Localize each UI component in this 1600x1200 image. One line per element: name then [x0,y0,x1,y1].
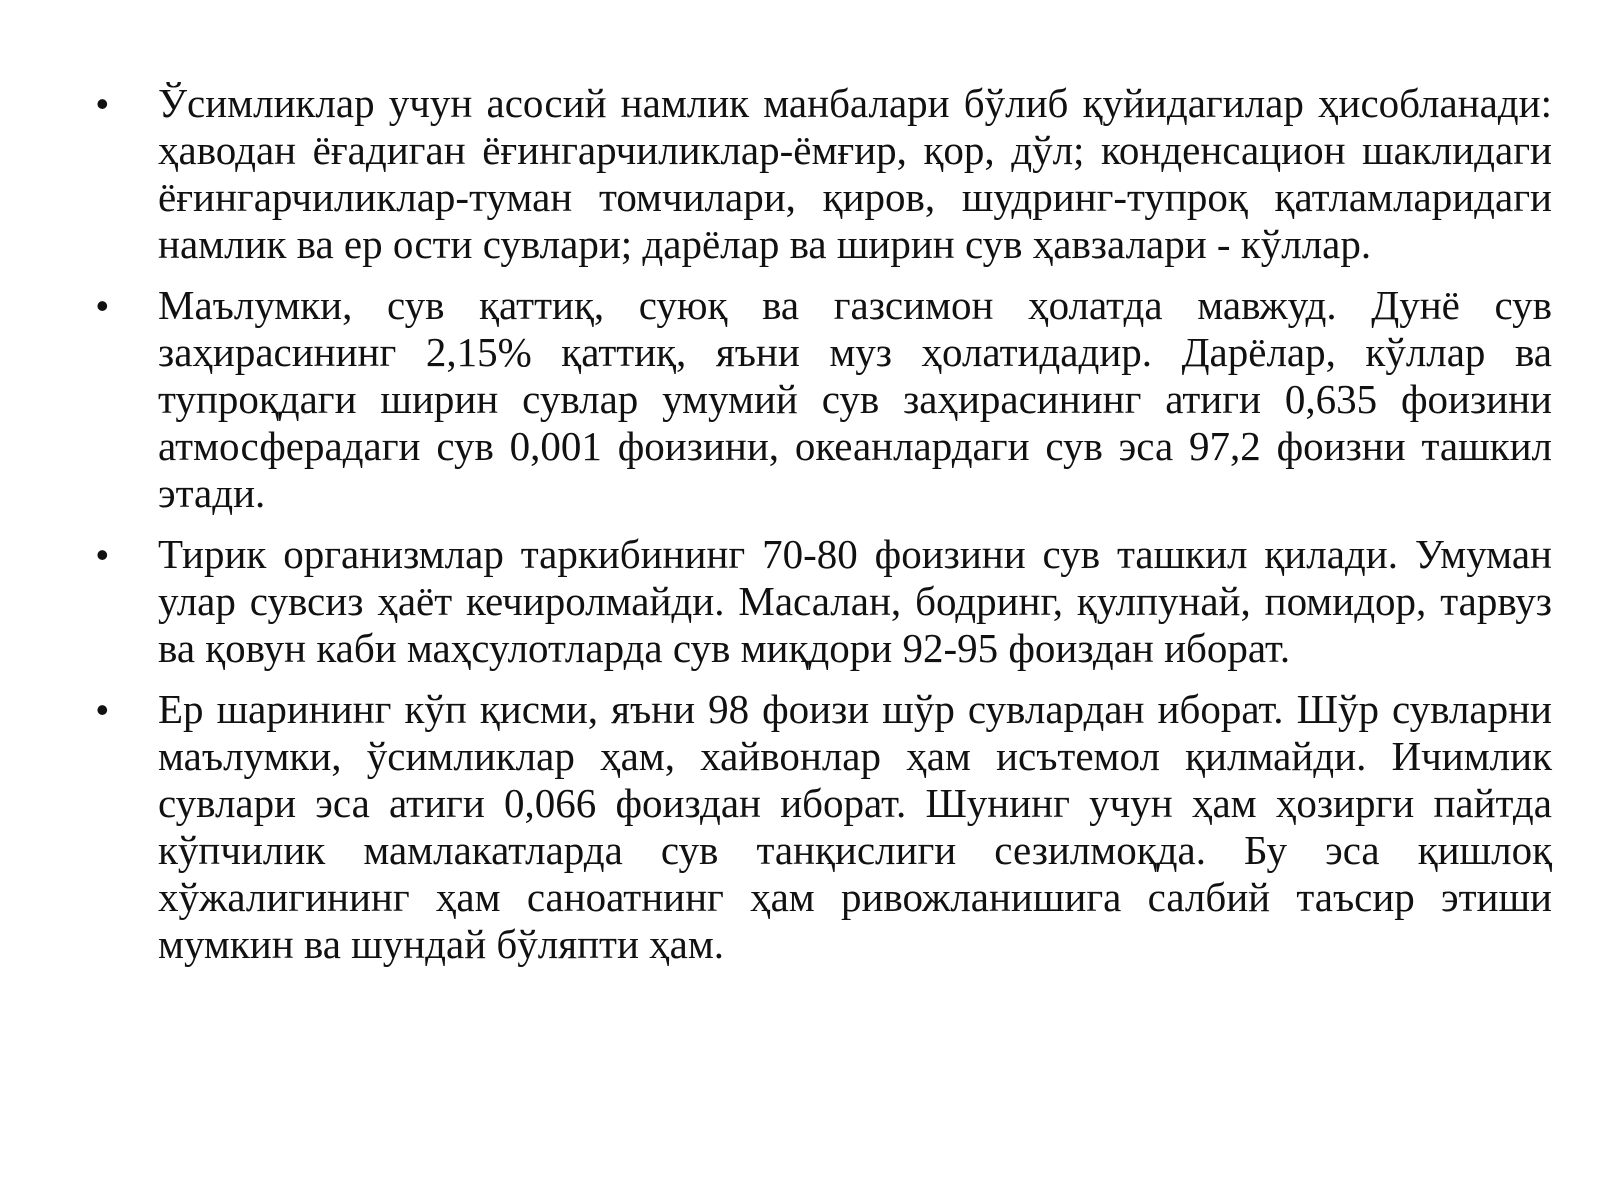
bullet-point-icon: • [96,83,109,124]
bullet-text-1: Ўсимликлар учун асосий намлик манбалари бўлиб қуйидагилар ҳисобланади: ҳаводан ёғадиган ёғингарчиликлар-ёмғир, қор, дўл; конденсацион шаклидаги ёғингарчиликлар-туман томчилари, қиров, шудринг-тупроқ қатламларидаги намлик ва ер ости сувлари; дарёлар ва ширин сув ҳавзалари - кўллар. [158,80,1552,267]
bullet-list [96,80,1552,968]
bullet-point-icon: • [96,689,109,730]
bullet-item-4 [96,686,1552,968]
slide-body [96,80,1552,982]
bullet-point-icon: • [96,285,109,326]
bullet-item-1 [96,80,1552,268]
bullet-text-4: Ер шарининг кўп қисми, яъни 98 фоизи шўр сувлардан иборат. Шўр сувларни маълумки, ўсимликлар ҳам, хайвонлар ҳам исътемол қилмайди. Ичимлик сувлари эса атиги 0,066 фоиздан иборат. Шунинг учун ҳам ҳозирги пайтда кўпчилик мамлакатларда сув танқислиги сезилмоқда. Бу эса қишлоқ хўжалигининг ҳам саноатнинг ҳам ривожланишига салбий таъсир этиши мумкин ва шундай бўляпти ҳам. [158,686,1552,967]
bullet-point-icon: • [96,534,109,575]
bullet-text-2: Маълумки, сув қаттиқ, суюқ ва газсимон ҳолатда мавжуд. Дунё сув заҳирасининг 2,15% қаттиқ, яъни муз ҳолатидадир. Дарёлар, кўллар ва тупроқдаги ширин сувлар умумий сув заҳирасининг атиги 0,635 фоизини атмосферадаги сув 0,001 фоизини, океанлардаги сув эса 97,2 фоизни ташкил этади. [158,282,1552,516]
bullet-item-2 [96,282,1552,517]
bullet-text-3: Тирик организмлар таркибининг 70-80 фоизини сув ташкил қилади. Умуман улар сувсиз ҳаёт кечиролмайди. Масалан, бодринг, қулпунай, помидор, тарвуз ва қовун каби маҳсулотларда сув миқдори 92-95 фоиздан иборат. [158,531,1552,671]
bullet-item-3 [96,531,1552,672]
